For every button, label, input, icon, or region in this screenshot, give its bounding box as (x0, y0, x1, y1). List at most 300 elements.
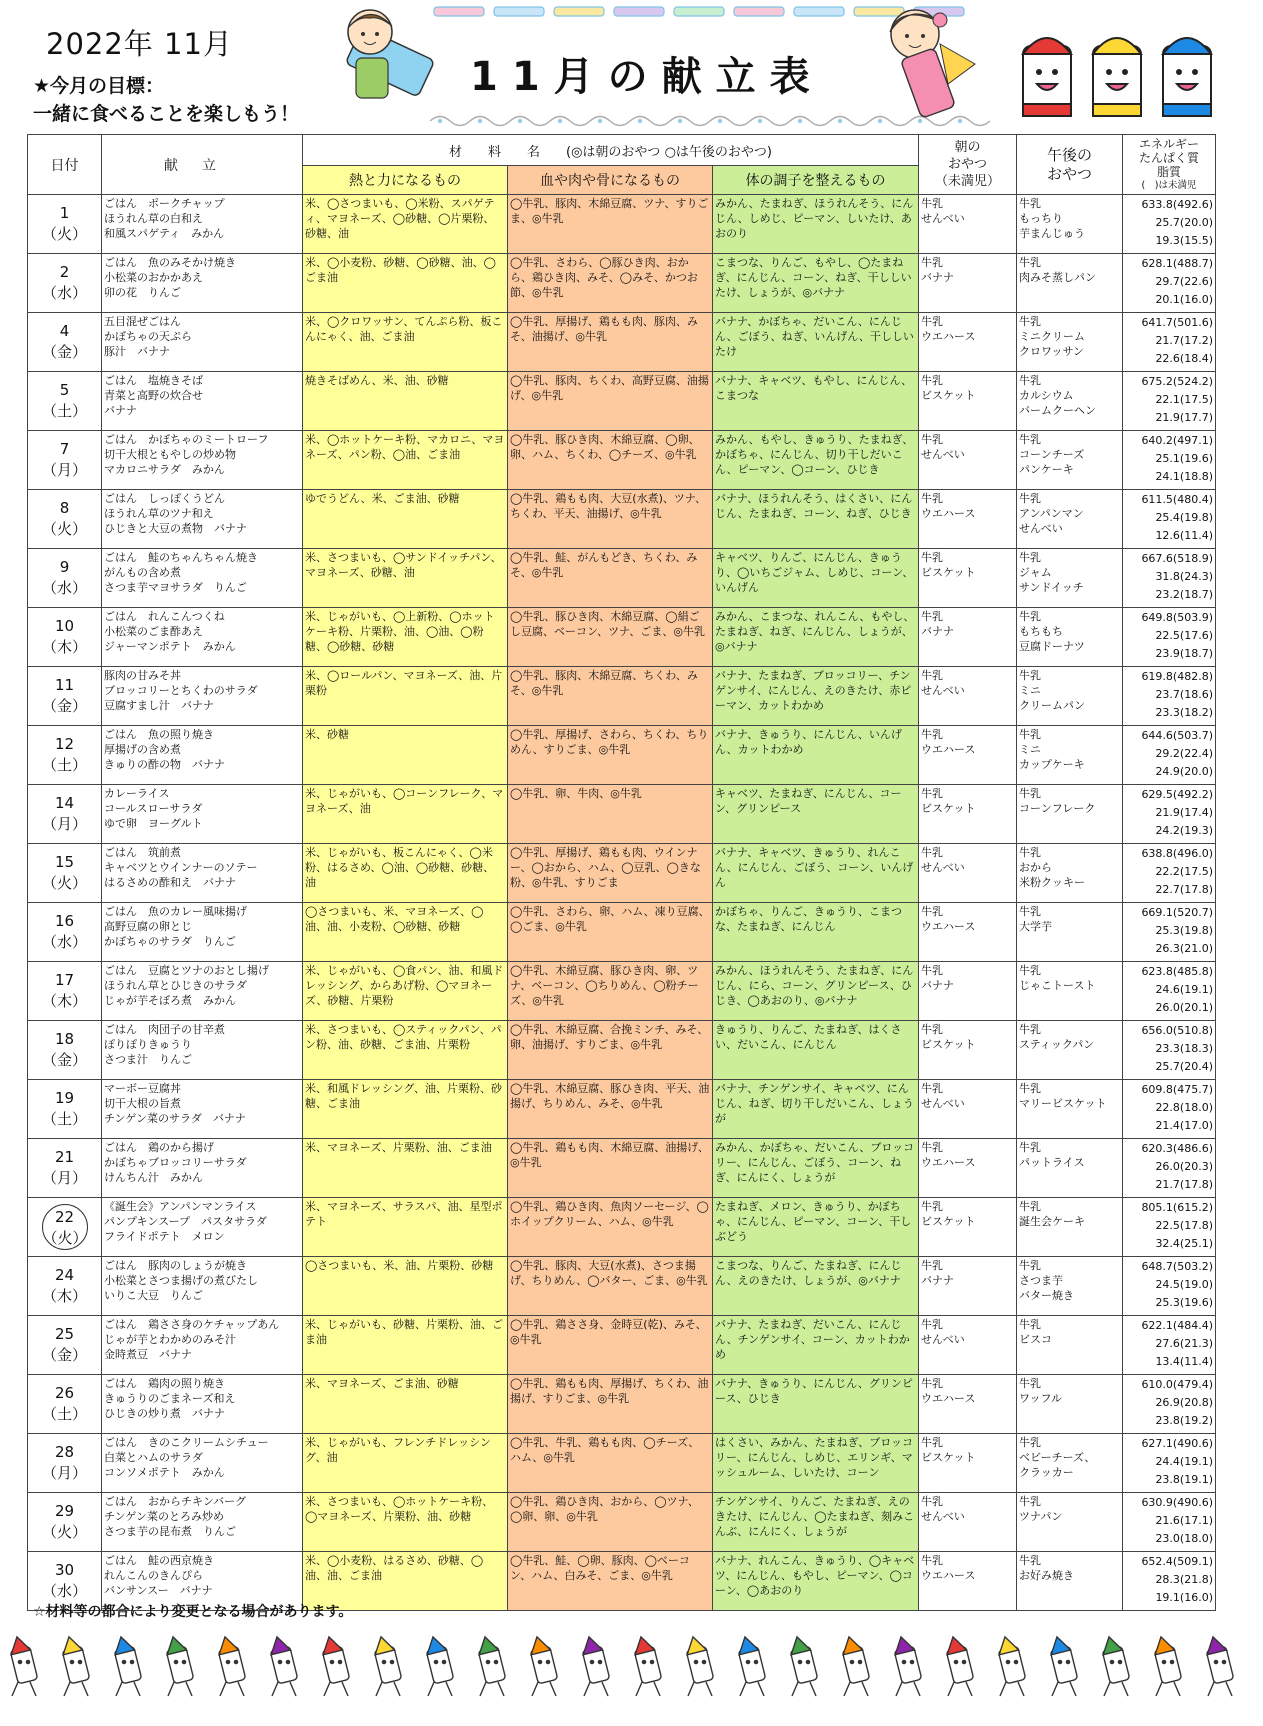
dish-line: ごはん 鶏肉の照り焼き (104, 1377, 225, 1390)
dish-line: マーボー豆腐丼 (104, 1082, 181, 1095)
afternoon-snack-cell (1017, 1316, 1123, 1375)
protein-value: 26.9(20.8) (1155, 1396, 1214, 1409)
table-row (28, 549, 1216, 608)
dish-line: ごはん 豚肉のしょうが焼き (104, 1259, 247, 1272)
energy-foods-cell: 米、じゃがいも、◯コーンフレーク、マヨネーズ、油 (303, 785, 508, 844)
date-cell (28, 844, 102, 903)
crayon-walker-icon (683, 1634, 714, 1696)
dish-line: ごはん 魚のみそかけ焼き (104, 256, 236, 269)
afternoon-snack-cell (1017, 785, 1123, 844)
afternoon-snack-line: ワッフル (1019, 1392, 1063, 1405)
crayon-characters-illustration (1015, 24, 1220, 124)
table-row (28, 1139, 1216, 1198)
energy-value: 620.3(486.6) (1141, 1142, 1214, 1155)
nutrition-cell (1123, 1080, 1216, 1139)
date-block (28, 1324, 101, 1366)
date-number: 29 (54, 1502, 75, 1520)
day-of-week: （金） (41, 1051, 87, 1069)
protein-value: 23.3(18.3) (1155, 1042, 1214, 1055)
fat-value: 24.9(20.0) (1155, 765, 1214, 778)
table-row (28, 785, 1216, 844)
day-of-week: （金） (41, 697, 87, 715)
afternoon-snack-line: じゃこトースト (1019, 979, 1096, 992)
table-row (28, 1375, 1216, 1434)
afternoon-snack-cell (1017, 608, 1123, 667)
day-of-week: （月） (41, 1169, 87, 1187)
afternoon-snack-line: 牛乳 (1019, 315, 1042, 328)
afternoon-snack-line: もっちり (1019, 212, 1064, 225)
morning-snack-line: 牛乳 (921, 1023, 944, 1036)
afternoon-snack-line: ベビーチーズ、 (1019, 1451, 1096, 1464)
energy-foods-cell: 米、さつまいも、◯スティックパン、パン粉、油、砂糖、ごま油、片栗粉 (303, 1021, 508, 1080)
dish-line: マカロニサラダ みかん (104, 463, 225, 476)
dish-line: さつま芋マヨサラダ りんご (104, 581, 247, 594)
energy-foods-cell: 焼きそばめん、米、油、砂糖 (303, 372, 508, 431)
dish-line: 小松菜とさつま揚げの煮びたし (104, 1274, 258, 1287)
date-cell (28, 372, 102, 431)
day-of-week: （火） (41, 1523, 87, 1541)
energy-value: 623.8(485.8) (1141, 965, 1214, 978)
energy-value: 629.5(492.2) (1141, 788, 1214, 801)
date-block (28, 616, 101, 658)
morning-snack-cell (919, 254, 1017, 313)
fat-value: 20.1(16.0) (1155, 293, 1214, 306)
protein-value: 22.5(17.6) (1155, 629, 1214, 642)
energy-foods-cell: 米、◯さつまいも、◯米粉、スパゲティ、マヨネーズ、◯砂糖、◯片栗粉、砂糖、油 (303, 195, 508, 254)
nutrition-cell (1123, 254, 1216, 313)
energy-foods-cell: 米、じゃがいも、◯上新粉、◯ホットケーキ粉、片栗粉、油、◯油、◯粉糖、◯砂糖、砂糖 (303, 608, 508, 667)
morning-snack-line: ビスケット (921, 1038, 976, 1051)
regulating-foods-cell: バナナ、ほうれんそう、はくさい、にんじん、たまねぎ、コーン、ねぎ、ひじき (713, 490, 919, 549)
afternoon-snack-cell (1017, 1434, 1123, 1493)
girl-holding-crayon-illustration (870, 4, 985, 124)
energy-value: 633.8(492.6) (1141, 198, 1214, 211)
fat-value: 19.3(15.5) (1155, 234, 1214, 247)
body-building-foods-cell: ◯牛乳、鶏もも肉、大豆(水煮)、ツナ、ちくわ、平天、油揚げ、◎牛乳 (508, 490, 713, 549)
dish-line: きゅうりのごまネーズ和え (104, 1392, 236, 1405)
dish-line: 切干大根ともやしの炒め物 (104, 448, 236, 461)
protein-value: 22.5(17.8) (1155, 1219, 1214, 1232)
regulating-foods-cell: バナナ、きゅうり、にんじん、グリンピース、ひじき (713, 1375, 919, 1434)
table-row (28, 1198, 1216, 1257)
dish-line: 和風スパゲティ みかん (104, 227, 225, 240)
menu-dishes-cell (102, 726, 303, 785)
body-building-foods-cell: ◯牛乳、豚肉、ちくわ、高野豆腐、油揚げ、◎牛乳 (508, 372, 713, 431)
crayon-walker-icon (319, 1634, 350, 1696)
marching-crayons-illustration (0, 1630, 1263, 1710)
body-building-foods-cell: ◯牛乳、豚肉、木綿豆腐、ツナ、すりごま、◎牛乳 (508, 195, 713, 254)
energy-value: 669.1(520.7) (1141, 906, 1214, 919)
date-number: 8 (59, 499, 70, 517)
regulating-foods-cell: みかん、たまねぎ、ほうれんそう、にんじん、しめじ、ピーマン、しいたけ、あおのり (713, 195, 919, 254)
dish-line: キャベツとウインナーのソテー (104, 861, 258, 874)
date-number: 19 (54, 1089, 75, 1107)
dish-line: バンサンスー バナナ (104, 1584, 213, 1597)
date-cell (28, 1434, 102, 1493)
regulating-foods-cell: かぼちゃ、りんご、きゅうり、こまつな、たまねぎ、にんじん (713, 903, 919, 962)
dish-line: 豆腐すまし汁 バナナ (104, 699, 214, 712)
menu-dishes-cell (102, 903, 303, 962)
morning-snack-line: 牛乳 (921, 1495, 944, 1508)
regulating-foods-cell: たまねぎ、メロン、きゅうり、かぼちゃ、にんじん、ピーマン、コーン、干しぶどう (713, 1198, 919, 1257)
protein-value: 31.8(24.3) (1155, 570, 1214, 583)
child-holding-crayon-illustration (330, 2, 440, 122)
fat-value: 21.9(17.7) (1155, 411, 1214, 424)
date-block (28, 498, 101, 540)
afternoon-snack-line: 牛乳 (1019, 669, 1042, 682)
regulating-foods-cell: こまつな、りんご、たまねぎ、にんじん、えのきたけ、しょうが、◎バナナ (713, 1257, 919, 1316)
morning-snack-line: バナナ (921, 271, 955, 284)
dish-line: 厚揚げの含め煮 (104, 743, 181, 756)
date-block (28, 1501, 101, 1543)
afternoon-snack-line: ビスコ (1019, 1333, 1053, 1346)
morning-snack-cell (919, 726, 1017, 785)
table-row (28, 1080, 1216, 1139)
protein-value: 22.1(17.5) (1155, 393, 1214, 406)
regulating-foods-cell: バナナ、かぼちゃ、だいこん、にんじん、ごぼう、ねぎ、いんげん、干ししいたけ (713, 313, 919, 372)
morning-snack-line: 牛乳 (921, 1259, 944, 1272)
dish-line: ごはん 鮭のちゃんちゃん焼き (104, 551, 258, 564)
afternoon-snack-line: 牛乳 (1019, 846, 1042, 859)
morning-snack-line: バナナ (921, 979, 955, 992)
regulating-foods-cell: はくさい、みかん、たまねぎ、ブロッコリー、にんじん、しめじ、エリンギ、マッシュルーム、しいたけ、コーン (713, 1434, 919, 1493)
afternoon-snack-line: クリームパン (1019, 699, 1086, 712)
energy-value: 667.6(518.9) (1141, 552, 1214, 565)
energy-value: 610.0(479.4) (1141, 1378, 1214, 1391)
morning-snack-line: 牛乳 (921, 1554, 944, 1567)
nutrition-cell (1123, 490, 1216, 549)
afternoon-snack-cell (1017, 1080, 1123, 1139)
menu-dishes-cell (102, 372, 303, 431)
date-number: 15 (54, 853, 75, 871)
morning-snack-line: 牛乳 (921, 964, 944, 977)
morning-snack-line: バナナ (921, 625, 955, 638)
energy-value: 611.5(480.4) (1141, 493, 1214, 506)
date-block (28, 1560, 101, 1602)
crayon-walker-icon (215, 1634, 246, 1696)
table-row (28, 903, 1216, 962)
nutrition-cell (1123, 1375, 1216, 1434)
date-number: 17 (54, 971, 75, 989)
regulating-foods-cell: みかん、もやし、きゅうり、たまねぎ、かぼちゃ、にんじん、切り干しだいこん、ピーマン、◯コーン、ひじき (713, 431, 919, 490)
energy-value: 675.2(524.2) (1141, 375, 1214, 388)
date-number: 2 (59, 263, 70, 281)
crayon-walker-icon (1047, 1634, 1078, 1696)
dish-line: ジャーマンポテト みかん (104, 640, 236, 653)
afternoon-snack-line: 牛乳 (1019, 256, 1042, 269)
body-building-foods-cell: ◯牛乳、鶏もも肉、木綿豆腐、油揚げ、◎牛乳 (508, 1139, 713, 1198)
body-building-foods-cell: ◯牛乳、厚揚げ、鶏もも肉、豚肉、みそ、油揚げ、◎牛乳 (508, 313, 713, 372)
fat-value: 22.6(18.4) (1155, 352, 1214, 365)
morning-snack-line: 牛乳 (921, 669, 944, 682)
body-building-foods-cell: ◯牛乳、鶏ひき肉、おから、◯ツナ、◯卵、卵、◎牛乳 (508, 1493, 713, 1552)
menu-dishes-cell (102, 1021, 303, 1080)
dish-line: かぼちゃのサラダ りんご (104, 935, 236, 948)
protein-value: 29.7(22.6) (1155, 275, 1214, 288)
morning-snack-line: 牛乳 (921, 1200, 944, 1213)
protein-value: 21.6(17.1) (1155, 1514, 1214, 1527)
dish-line: ごはん 鮭の西京焼き (104, 1554, 214, 1567)
regulating-foods-cell: チンゲンサイ、りんご、たまねぎ、えのきたけ、にんじん、◯たまねぎ、刻みこんぶ、にんにく、しょうが (713, 1493, 919, 1552)
dish-line: さつま芋の昆布煮 りんご (104, 1525, 236, 1538)
dish-line: チンゲン菜のサラダ バナナ (104, 1112, 246, 1125)
crayon-walker-icon (111, 1634, 142, 1696)
nutrition-cell (1123, 431, 1216, 490)
date-block (28, 321, 101, 363)
morning-snack-line: 牛乳 (921, 433, 944, 446)
energy-value: 609.8(475.7) (1141, 1083, 1214, 1096)
energy-value: 644.6(503.7) (1141, 729, 1214, 742)
body-building-foods-cell: ◯牛乳、鶏ささ身、金時豆(乾)、みそ、◎牛乳 (508, 1316, 713, 1375)
dish-line: ブロッコリーとちくわのサラダ (104, 684, 258, 697)
regulating-foods-cell: みかん、ほうれんそう、たまねぎ、にんじん、にら、コーン、グリンピース、ひじき、◯あおのり、◎バナナ (713, 962, 919, 1021)
body-building-foods-cell: ◯牛乳、鶏もも肉、厚揚げ、ちくわ、油揚げ、すりごま、◎牛乳 (508, 1375, 713, 1434)
morning-snack-line: ビスケット (921, 1451, 976, 1464)
nutrition-cell (1123, 785, 1216, 844)
afternoon-snack-line: 牛乳 (1019, 374, 1042, 387)
fat-value: 23.8(19.1) (1155, 1473, 1214, 1486)
nutrition-cell (1123, 1316, 1216, 1375)
day-of-week: （水） (41, 1582, 87, 1600)
menu-dishes-cell (102, 844, 303, 903)
date-block (28, 1088, 101, 1130)
date-cell (28, 1080, 102, 1139)
crayon-walker-icon (787, 1634, 818, 1696)
crayon-walker-icon (163, 1634, 194, 1696)
table-row (28, 313, 1216, 372)
date-cell (28, 726, 102, 785)
morning-snack-cell (919, 490, 1017, 549)
dish-line: コンソメポテト みかん (104, 1466, 225, 1479)
date-number: 9 (59, 558, 70, 576)
date-number: 21 (54, 1148, 75, 1166)
dish-line: 金時煮豆 バナナ (104, 1348, 192, 1361)
header-morning-line2: おやつ (948, 157, 988, 172)
header-regulating-foods: 体の調子を整えるもの (713, 166, 919, 195)
day-of-week: （木） (41, 992, 87, 1010)
afternoon-snack-line: スティックパン (1019, 1038, 1095, 1051)
date-number: 1 (59, 204, 70, 222)
afternoon-snack-line: 牛乳 (1019, 433, 1042, 446)
protein-value: 21.7(17.2) (1155, 334, 1214, 347)
table-row (28, 844, 1216, 903)
date-number: 4 (59, 322, 70, 340)
date-block (28, 1383, 101, 1425)
date-number: 7 (59, 440, 70, 458)
morning-snack-line: 牛乳 (921, 846, 944, 859)
afternoon-snack-cell (1017, 844, 1123, 903)
afternoon-snack-line: 牛乳 (1019, 787, 1042, 800)
date-number: 24 (54, 1266, 75, 1284)
table-row (28, 490, 1216, 549)
afternoon-snack-line: バームクーヘン (1019, 404, 1097, 417)
afternoon-snack-line: ミニクリーム (1019, 330, 1086, 343)
dish-line: 《誕生会》アンパンマンライス (104, 1200, 257, 1213)
energy-foods-cell: ◯さつまいも、米、マヨネーズ、◯油、油、小麦粉、◯砂糖、砂糖 (303, 903, 508, 962)
afternoon-snack-line: パットライス (1019, 1156, 1085, 1169)
table-row (28, 726, 1216, 785)
dish-line: ごはん きのこクリームシチュー (104, 1436, 269, 1449)
nutrition-cell (1123, 549, 1216, 608)
afternoon-snack-cell (1017, 431, 1123, 490)
morning-snack-line: せんべい (921, 1510, 965, 1523)
morning-snack-line: 牛乳 (921, 197, 944, 210)
dish-line: ごはん かぼちゃのミートローフ (104, 433, 269, 446)
dish-line: ぽりぽりきゅうり (104, 1038, 192, 1051)
birthday-date-circle (42, 1204, 88, 1250)
date-number: 5 (59, 381, 70, 399)
dish-line: ほうれん草とひじきのサラダ (104, 979, 247, 992)
dish-line: 高野豆腐の卵とじ (104, 920, 192, 933)
morning-snack-line: 牛乳 (921, 551, 944, 564)
dish-line: 青菜と高野の炊合せ (104, 389, 203, 402)
regulating-foods-cell: キャベツ、たまねぎ、にんじん、コーン、グリンピース (713, 785, 919, 844)
fat-value: 25.7(20.4) (1155, 1060, 1214, 1073)
regulating-foods-cell: バナナ、きゅうり、にんじん、いんげん、カットわかめ (713, 726, 919, 785)
dish-line: ひじきの炒り煮 バナナ (104, 1407, 225, 1420)
afternoon-snack-line: 牛乳 (1019, 1436, 1042, 1449)
afternoon-snack-line: コーンフレーク (1019, 802, 1096, 815)
afternoon-snack-cell (1017, 1257, 1123, 1316)
morning-snack-line: ビスケット (921, 389, 976, 402)
afternoon-snack-line: 牛乳 (1019, 728, 1042, 741)
dish-line: 白菜とハムのサラダ (104, 1451, 203, 1464)
afternoon-snack-line: 牛乳 (1019, 964, 1042, 977)
date-cell (28, 1021, 102, 1080)
dish-line: チンゲン菜のとろみ炒め (104, 1510, 225, 1523)
nutrition-cell (1123, 962, 1216, 1021)
menu-dishes-cell (102, 667, 303, 726)
dish-line: きゅりの酢の物 バナナ (104, 758, 225, 771)
day-of-week: （月） (41, 815, 87, 833)
afternoon-snack-line: せんべい (1019, 522, 1063, 535)
day-of-week: （木） (41, 1287, 87, 1305)
afternoon-snack-line: 牛乳 (1019, 1554, 1042, 1567)
regulating-foods-cell: バナナ、キャベツ、もやし、にんじん、こまつな (713, 372, 919, 431)
dish-line: フライドポテト メロン (104, 1230, 225, 1243)
energy-foods-cell: 米、◯ロールパン、マヨネーズ、油、片栗粉 (303, 667, 508, 726)
date-cell (28, 785, 102, 844)
afternoon-snack-line: 米粉クッキー (1019, 876, 1086, 889)
crayon-walker-icon (1151, 1634, 1182, 1696)
menu-dishes-cell (102, 608, 303, 667)
date-number: 12 (54, 735, 75, 753)
date-block (28, 675, 101, 717)
crayon-walker-icon (371, 1634, 402, 1696)
dish-line: ごはん 魚のカレー風味揚げ (104, 905, 247, 918)
date-block (28, 262, 101, 304)
afternoon-snack-line: 大学芋 (1019, 920, 1053, 933)
afternoon-snack-cell (1017, 490, 1123, 549)
afternoon-snack-line: 牛乳 (1019, 1495, 1042, 1508)
header-afternoon-snack (1017, 135, 1123, 195)
protein-value: 27.6(21.3) (1155, 1337, 1214, 1350)
body-building-foods-cell: ◯牛乳、豚肉、大豆(水煮)、さつま揚げ、ちりめん、◯バター、ごま、◎牛乳 (508, 1257, 713, 1316)
morning-snack-cell (919, 1021, 1017, 1080)
dish-line: ごはん 筑前煮 (104, 846, 181, 859)
date-number: 10 (54, 617, 75, 635)
morning-snack-line: ビスケット (921, 566, 976, 579)
afternoon-snack-line: 牛乳 (1019, 610, 1042, 623)
date-cell (28, 1139, 102, 1198)
year-month: 2022年 11月 (46, 27, 233, 61)
afternoon-snack-cell (1017, 1375, 1123, 1434)
regulating-foods-cell: バナナ、たまねぎ、だいこん、にんじん、チンゲンサイ、コーン、カットわかめ (713, 1316, 919, 1375)
table-row (28, 254, 1216, 313)
crayon-walker-icon (839, 1634, 870, 1696)
afternoon-snack-line: カップケーキ (1019, 758, 1085, 771)
fat-value: 23.8(19.2) (1155, 1414, 1214, 1427)
date-block (28, 1265, 101, 1307)
energy-foods-cell: ◯さつまいも、米、油、片栗粉、砂糖 (303, 1257, 508, 1316)
header-menu: 献立 (102, 135, 303, 195)
date-number: 25 (54, 1325, 75, 1343)
date-cell (28, 490, 102, 549)
goal-text: 一緒に食べることを楽しもう！ (33, 103, 300, 125)
morning-snack-cell (919, 844, 1017, 903)
menu-dishes-cell (102, 1434, 303, 1493)
date-cell (28, 1316, 102, 1375)
energy-foods-cell: 米、じゃがいも、砂糖、片栗粉、油、ごま油 (303, 1316, 508, 1375)
menu-dishes-cell (102, 1375, 303, 1434)
regulating-foods-cell: みかん、かぼちゃ、だいこん、ブロッコリー、にんじん、ごぼう、コーン、ねぎ、にんにく、しょうが (713, 1139, 919, 1198)
table-row (28, 1493, 1216, 1552)
date-block (28, 439, 101, 481)
header-body-building-foods: 血や肉や骨になるもの (508, 166, 713, 195)
header-morning-line3: （未満児） (935, 174, 1001, 189)
nutrition-cell (1123, 726, 1216, 785)
morning-snack-line: 牛乳 (921, 1318, 944, 1331)
date-cell (28, 1257, 102, 1316)
regulating-foods-cell: バナナ、たまねぎ、ブロッコリー、チンゲンサイ、にんじん、えのきたけ、赤ピーマン、カットわかめ (713, 667, 919, 726)
dish-line: ごはん 鶏のから揚げ (104, 1141, 214, 1154)
header-date: 日付 (28, 135, 102, 195)
table-row (28, 1316, 1216, 1375)
menu-dishes-cell (102, 490, 303, 549)
header-energy: エネルギー (1139, 137, 1200, 151)
morning-snack-line: せんべい (921, 684, 965, 697)
date-cell (28, 254, 102, 313)
dish-line: ひじきと大豆の煮物 バナナ (104, 522, 247, 535)
nutrition-cell (1123, 1198, 1216, 1257)
protein-value: 24.5(19.0) (1155, 1278, 1214, 1291)
crayon-walker-icon (7, 1634, 38, 1696)
regulating-foods-cell: バナナ、キャベツ、きゅうり、れんこん、にんじん、ごぼう、コーン、いんげん (713, 844, 919, 903)
crayon-walker-icon (579, 1634, 610, 1696)
morning-snack-line: ウエハース (921, 920, 976, 933)
morning-snack-line: ウエハース (921, 1569, 976, 1582)
fat-value: 21.7(17.8) (1155, 1178, 1214, 1191)
nutrition-cell (1123, 608, 1216, 667)
fat-value: 25.3(19.6) (1155, 1296, 1214, 1309)
dish-line: パンプキンスープ パスタサラダ (104, 1215, 267, 1228)
protein-value: 25.1(19.6) (1155, 452, 1214, 465)
goal-label: ★今月の目標： (33, 75, 165, 97)
morning-snack-cell (919, 1316, 1017, 1375)
day-of-week: （火） (41, 225, 87, 243)
date-number: 26 (54, 1384, 75, 1402)
table-row (28, 1021, 1216, 1080)
energy-foods-cell: 米、◯クロワッサン、てんぷら粉、板こんにゃく、油、ごま油 (303, 313, 508, 372)
fat-value: 21.4(17.0) (1155, 1119, 1214, 1132)
menu-dishes-cell (102, 549, 303, 608)
energy-foods-cell: 米、◯小麦粉、はるさめ、砂糖、◯油、油、ごま油 (303, 1552, 508, 1611)
afternoon-snack-line: 牛乳 (1019, 197, 1042, 210)
afternoon-snack-cell (1017, 195, 1123, 254)
afternoon-snack-line: 牛乳 (1019, 1082, 1042, 1095)
morning-snack-line: せんべい (921, 448, 965, 461)
dish-line: ごはん おからチキンバーグ (104, 1495, 247, 1508)
